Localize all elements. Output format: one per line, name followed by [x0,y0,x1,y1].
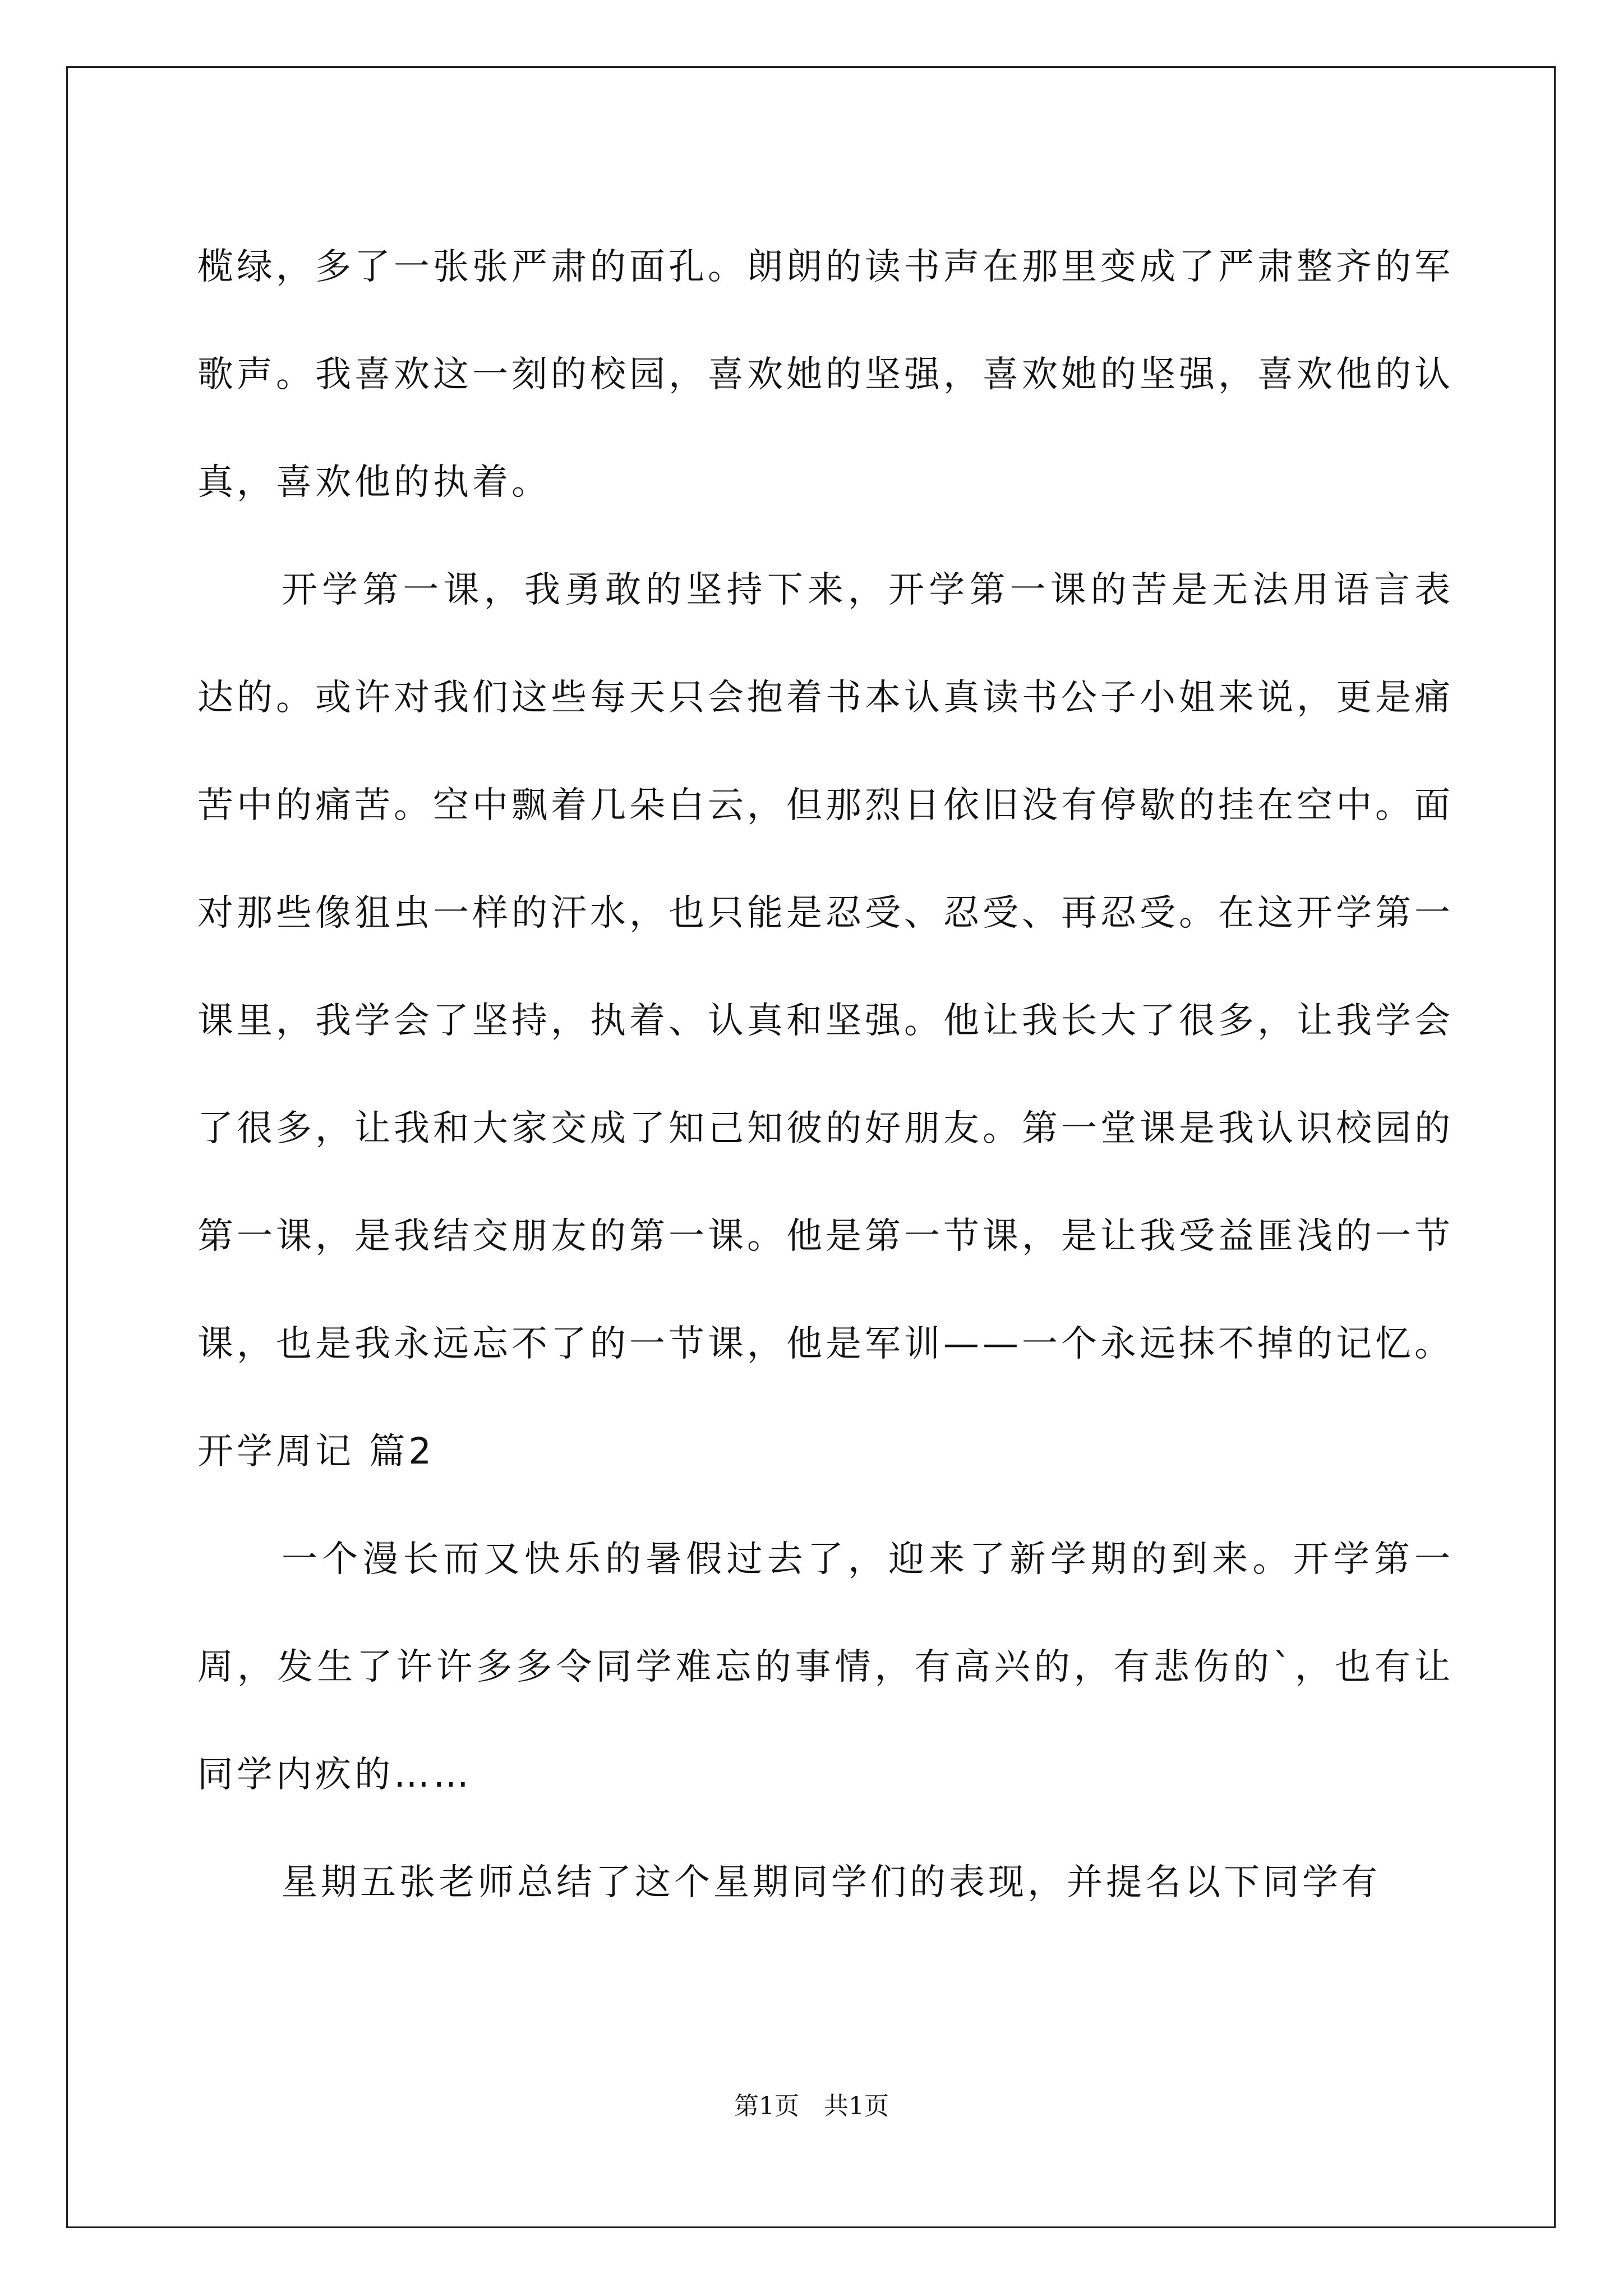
page-total: 共1页 [824,2092,889,2120]
paragraph: 榄绿，多了一张张严肃的面孔。朗朗的读书声在那里变成了严肃整齐的军歌声。我喜欢这一刻的校园，喜欢她的坚强，喜欢她的坚强，喜欢他的认真，喜欢他的执着。 [197,246,1454,503]
document-body [197,213,1454,1936]
section-heading: 开学周记 篇2 [197,1431,435,1473]
page-number: 第1页 [734,2092,799,2120]
paragraph: 一个漫长而又快乐的暑假过去了，迎来了新学期的到来。开学第一周，发生了许许多多令同学难忘的事情，有高兴的，有悲伤的`，也有让同学内疚的…… [197,1539,1454,1796]
paragraph: 星期五张老师总结了这个星期同学们的表现，并提名以下同学有 [282,1862,1381,1903]
paragraph: 开学第一课，我勇敢的坚持下来，开学第一课的苦是无法用语言表达的。或许对我们这些每天只会抱着书本认真读书公子小姐来说，更是痛苦中的痛苦。空中飘着几朵白云，但那烈日依旧没有停歇的挂在空中。面对那些像狙虫一样的汗水，也只能是忍受、忍受、再忍受。在这开学第一课里，我学会了坚持，执着、认真和坚强。他让我长大了很多，让我学会了很多，让我和大家交成了知己知彼的好朋友。第一堂课是我认识校园的第一课，是我结交朋友的第一课。他是第一节课，是让我受益匪浅的一节课，也是我永远忘不了的一节课，他是军训——一个永远抹不掉的记忆。 [197,569,1454,1365]
page-footer [0,2086,1623,2122]
